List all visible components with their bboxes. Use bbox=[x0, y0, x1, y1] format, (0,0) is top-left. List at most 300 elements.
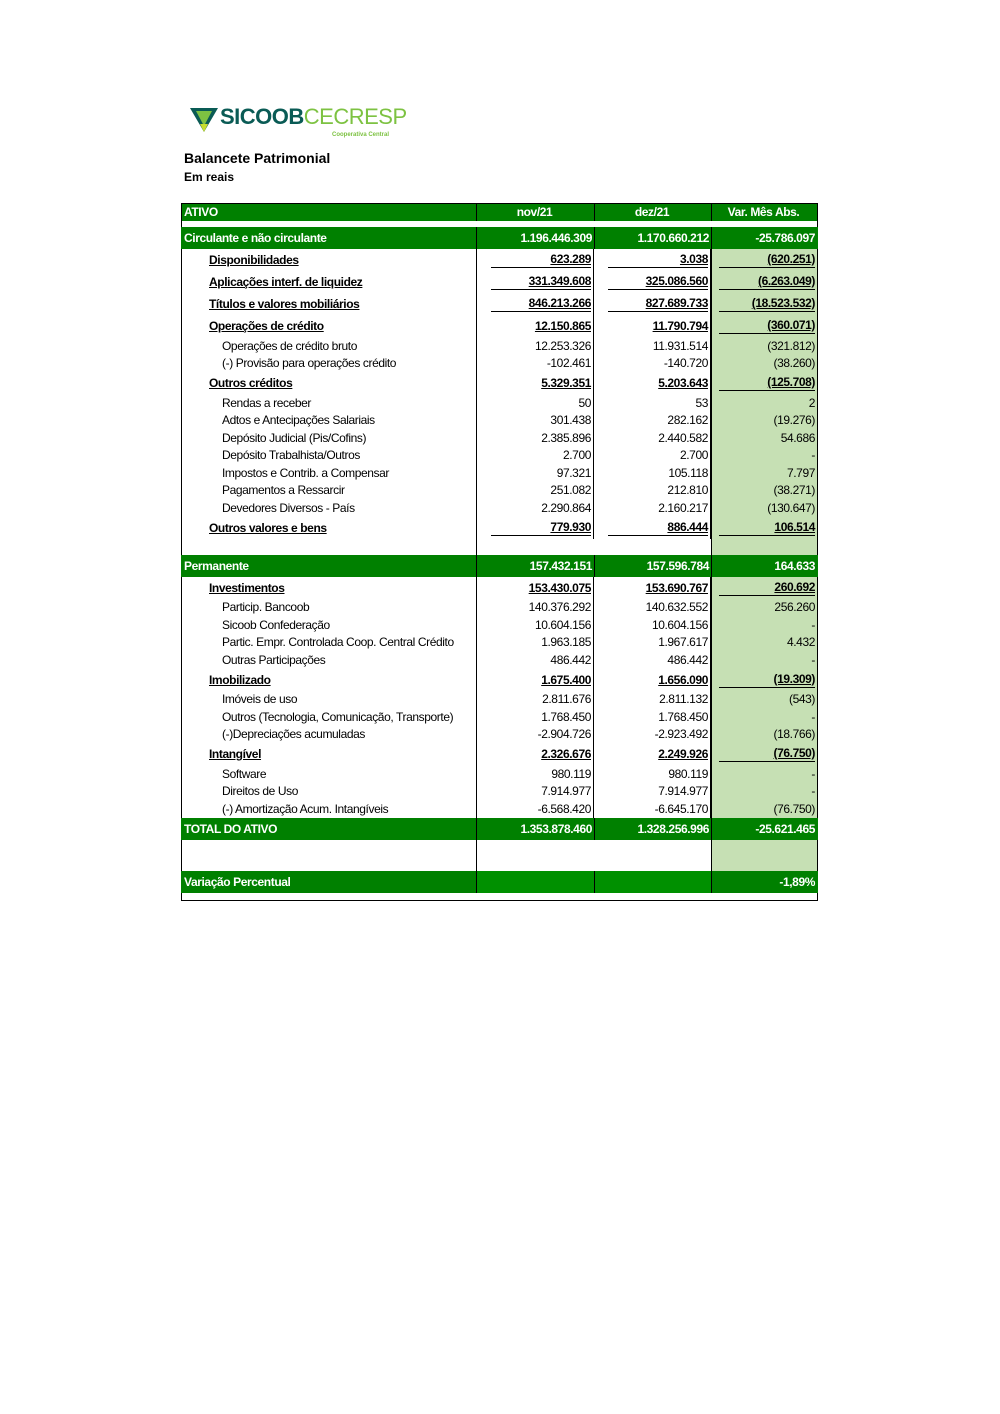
row-label bbox=[181, 555, 476, 577]
nov-value-text: 2.326.676 bbox=[541, 747, 591, 761]
item-row bbox=[181, 708, 818, 726]
nov-value-text: 153.430.075 bbox=[528, 580, 591, 595]
var-value bbox=[711, 616, 818, 634]
dez-value-text: 886.444 bbox=[608, 520, 708, 536]
dez-value bbox=[594, 634, 711, 652]
var-value-text: 7.797 bbox=[786, 465, 815, 480]
nov-value-text: 12.253.326 bbox=[534, 338, 591, 353]
row-label-text: Imóveis de uso bbox=[222, 692, 298, 707]
var-value bbox=[711, 765, 818, 783]
row-label-text: Permanente bbox=[184, 558, 249, 573]
nov-value-text: -6.568.420 bbox=[537, 801, 591, 816]
dez-value-text: 282.162 bbox=[667, 413, 708, 428]
var-value-text: (18.523.532) bbox=[719, 296, 815, 312]
row-label-text: Outros (Tecnologia, Comunicação, Transporte) bbox=[222, 709, 454, 724]
var-value bbox=[711, 464, 818, 482]
balance-table bbox=[181, 203, 818, 901]
nov-value bbox=[476, 871, 594, 893]
item-row bbox=[181, 616, 818, 634]
dez-value-text: -2.923.492 bbox=[654, 727, 708, 742]
nov-value-text: 846.213.266 bbox=[491, 296, 591, 312]
nov-value bbox=[476, 669, 594, 691]
var-value-text: - bbox=[811, 784, 815, 799]
nov-value-text: 1.353.878.460 bbox=[520, 821, 592, 836]
var-value-text: (360.071) bbox=[719, 318, 815, 334]
var-value-text: 4.432 bbox=[786, 635, 815, 650]
group-row bbox=[181, 249, 818, 271]
row-label bbox=[181, 372, 476, 394]
dez-value-text: 486.442 bbox=[667, 652, 708, 667]
nov-value-text: 1.963.185 bbox=[541, 635, 591, 650]
row-label bbox=[181, 743, 476, 765]
sicoob-logo bbox=[190, 106, 420, 142]
dez-value bbox=[594, 271, 711, 293]
var-value bbox=[711, 315, 818, 337]
row-label-text: Intangível bbox=[209, 747, 262, 761]
dez-value-text: 153.690.767 bbox=[645, 580, 708, 595]
var-value bbox=[711, 249, 818, 271]
var-value-text: (38.271) bbox=[773, 483, 815, 498]
nov-value bbox=[476, 743, 594, 765]
row-label-text: Circulante e não circulante bbox=[184, 231, 327, 245]
var-value-text: (130.647) bbox=[767, 500, 815, 515]
var-value bbox=[711, 555, 818, 577]
column-divider bbox=[711, 840, 712, 871]
var-value-text: (38.260) bbox=[773, 356, 815, 371]
row-label bbox=[181, 691, 476, 709]
dez-value bbox=[594, 412, 711, 430]
var-value bbox=[711, 599, 818, 617]
row-label bbox=[181, 669, 476, 691]
var-value bbox=[711, 669, 818, 691]
dez-value-text: 2.811.132 bbox=[659, 692, 708, 707]
row-label bbox=[181, 800, 476, 818]
dez-value bbox=[594, 315, 711, 337]
item-row bbox=[181, 447, 818, 465]
item-row bbox=[181, 499, 818, 517]
nov-value bbox=[476, 355, 594, 373]
var-value-text: 260.692 bbox=[719, 580, 815, 596]
var-value bbox=[711, 499, 818, 517]
item-row bbox=[181, 765, 818, 783]
var-value bbox=[711, 634, 818, 652]
group-row bbox=[181, 669, 818, 691]
nov-value bbox=[476, 616, 594, 634]
nov-value bbox=[476, 482, 594, 500]
dez-value bbox=[594, 651, 711, 669]
var-value-text: - bbox=[811, 652, 815, 667]
dez-value-text: 1.170.660.212 bbox=[637, 231, 709, 245]
row-label bbox=[181, 577, 476, 599]
dez-value-text: 10.604.156 bbox=[651, 617, 708, 632]
nov-value bbox=[476, 517, 594, 539]
row-label bbox=[181, 355, 476, 373]
nov-value bbox=[476, 818, 594, 840]
row-label bbox=[181, 337, 476, 355]
row-label bbox=[181, 783, 476, 801]
var-value-text: -25.621.465 bbox=[755, 821, 815, 836]
row-label-text: Operações de crédito bruto bbox=[222, 338, 358, 353]
dez-value bbox=[594, 599, 711, 617]
item-row bbox=[181, 355, 818, 373]
item-row bbox=[181, 726, 818, 744]
row-label-text: Devedores Diversos - País bbox=[222, 500, 355, 515]
row-label bbox=[181, 429, 476, 447]
dez-value-text: 2.700 bbox=[679, 448, 708, 463]
row-label-text: Particip. Bancoob bbox=[222, 600, 310, 615]
dez-value bbox=[594, 249, 711, 271]
nov-value bbox=[476, 271, 594, 293]
var-value bbox=[711, 355, 818, 373]
row-label bbox=[181, 517, 476, 539]
nov-value bbox=[476, 293, 594, 315]
dez-value bbox=[594, 293, 711, 315]
dez-value bbox=[594, 691, 711, 709]
row-label bbox=[181, 464, 476, 482]
dez-value bbox=[594, 616, 711, 634]
row-label bbox=[181, 447, 476, 465]
row-label-text: Operações de crédito bbox=[209, 319, 324, 333]
item-row bbox=[181, 651, 818, 669]
dez-value bbox=[594, 708, 711, 726]
nov-value-text: 980.119 bbox=[551, 766, 591, 781]
item-row bbox=[181, 599, 818, 617]
var-value-text: - bbox=[811, 766, 815, 781]
row-label-text: Direitos de Uso bbox=[222, 784, 299, 799]
section-row bbox=[181, 227, 818, 249]
dez-value-text: 827.689.733 bbox=[608, 296, 708, 312]
var-value-text: (321.812) bbox=[767, 338, 815, 353]
nov-value bbox=[476, 599, 594, 617]
column-divider bbox=[476, 577, 477, 818]
nov-value-text: 251.082 bbox=[550, 483, 591, 498]
row-label bbox=[181, 765, 476, 783]
column-divider bbox=[711, 577, 712, 818]
dez-value bbox=[594, 577, 711, 599]
dez-value-text: 212.810 bbox=[667, 483, 708, 498]
dez-value-text: 2.160.217 bbox=[658, 500, 708, 515]
nov-value-text: 2.385.896 bbox=[541, 430, 591, 445]
var-value bbox=[711, 293, 818, 315]
dez-value-text: 2.440.582 bbox=[658, 430, 708, 445]
row-label-text: Outros créditos bbox=[209, 376, 293, 390]
nov-value bbox=[476, 634, 594, 652]
dez-value-text: 3.038 bbox=[608, 252, 708, 268]
nov-value bbox=[476, 394, 594, 412]
row-label-text: Imobilizado bbox=[209, 672, 271, 687]
var-value-text: (76.750) bbox=[773, 801, 815, 816]
logo-subtitle: Cooperativa Central bbox=[332, 132, 390, 138]
nov-value bbox=[476, 783, 594, 801]
column-divider bbox=[711, 249, 712, 555]
nov-value bbox=[476, 691, 594, 709]
row-label-text: Adtos e Antecipações Salariais bbox=[222, 413, 375, 428]
nov-value bbox=[476, 315, 594, 337]
row-label-text: Outras Participações bbox=[222, 652, 326, 667]
row-label bbox=[181, 482, 476, 500]
dez-value bbox=[594, 800, 711, 818]
var-value bbox=[711, 337, 818, 355]
group-row bbox=[181, 315, 818, 337]
var-value bbox=[711, 783, 818, 801]
group-row bbox=[181, 372, 818, 394]
nov-value bbox=[476, 227, 594, 249]
nov-value-text: 331.349.608 bbox=[491, 274, 591, 290]
dez-value-text: 2.249.926 bbox=[658, 747, 708, 761]
row-label bbox=[181, 412, 476, 430]
nov-value bbox=[476, 708, 594, 726]
dez-value bbox=[594, 783, 711, 801]
var-value-text: (543) bbox=[788, 692, 815, 707]
row-label bbox=[181, 249, 476, 271]
var-value-text: (19.276) bbox=[773, 413, 815, 428]
dez-value bbox=[594, 765, 711, 783]
nov-value bbox=[476, 412, 594, 430]
row-label bbox=[181, 651, 476, 669]
dez-value-text: 325.086.560 bbox=[608, 274, 708, 290]
dez-value bbox=[594, 818, 711, 840]
var-value bbox=[711, 577, 818, 599]
var-value-text: 256.260 bbox=[774, 600, 815, 615]
row-label-text: Software bbox=[222, 766, 267, 781]
var-value bbox=[711, 227, 818, 249]
row-label bbox=[181, 227, 476, 249]
dez-value-text: 11.931.514 bbox=[652, 338, 708, 353]
group-row bbox=[181, 743, 818, 765]
var-value bbox=[711, 871, 818, 893]
dez-value bbox=[594, 227, 711, 249]
dez-value-text: -140.720 bbox=[663, 356, 708, 371]
row-label-text: Variação Percentual bbox=[184, 874, 291, 889]
var-value-text: -25.786.097 bbox=[755, 231, 815, 245]
var-value bbox=[711, 651, 818, 669]
var-value bbox=[711, 447, 818, 465]
var-value-text: (6.263.049) bbox=[719, 274, 815, 290]
nov-value-text: 779.930 bbox=[491, 520, 591, 536]
var-value-text: 106.514 bbox=[719, 520, 815, 536]
dez-value bbox=[594, 447, 711, 465]
dez-value bbox=[594, 499, 711, 517]
header-dez: dez/21 bbox=[594, 203, 711, 221]
dez-value bbox=[594, 517, 711, 539]
nov-value-text: 1.768.450 bbox=[541, 709, 591, 724]
var-value bbox=[711, 800, 818, 818]
var-value bbox=[711, 818, 818, 840]
dez-value bbox=[594, 669, 711, 691]
var-value-text: (620.251) bbox=[719, 252, 815, 268]
item-row bbox=[181, 464, 818, 482]
nov-value-text: 1.675.400 bbox=[541, 672, 591, 687]
dez-value-text: 1.768.450 bbox=[658, 709, 708, 724]
nov-value-text: 157.432.151 bbox=[529, 558, 592, 573]
row-label-text: Aplicações interf. de liquidez bbox=[209, 275, 363, 289]
row-label bbox=[181, 871, 476, 893]
row-label bbox=[181, 634, 476, 652]
dez-value bbox=[594, 482, 711, 500]
var-value bbox=[711, 429, 818, 447]
nov-value bbox=[476, 337, 594, 355]
var-value bbox=[711, 372, 818, 394]
row-label-text: Sicoob Confederação bbox=[222, 617, 330, 632]
row-label-text: Rendas a receber bbox=[222, 395, 311, 410]
dez-value bbox=[594, 726, 711, 744]
nov-value bbox=[476, 372, 594, 394]
nov-value bbox=[476, 429, 594, 447]
row-label-text: Títulos e valores mobiliários bbox=[209, 297, 360, 311]
row-label-text: TOTAL DO ATIVO bbox=[184, 821, 278, 836]
item-row bbox=[181, 783, 818, 801]
row-label-text: Disponibilidades bbox=[209, 253, 299, 267]
dez-value bbox=[594, 372, 711, 394]
nov-value-text: -102.461 bbox=[546, 356, 591, 371]
dez-value bbox=[594, 429, 711, 447]
nov-value bbox=[476, 249, 594, 271]
page-subtitle: Em reais bbox=[184, 170, 235, 184]
var-value bbox=[711, 394, 818, 412]
dez-value bbox=[594, 555, 711, 577]
dez-value-text: -6.645.170 bbox=[654, 801, 708, 816]
var-value-text: 2 bbox=[808, 395, 815, 410]
dez-value bbox=[594, 355, 711, 373]
row-label bbox=[181, 271, 476, 293]
item-row bbox=[181, 634, 818, 652]
dez-value-text: 980.119 bbox=[668, 766, 708, 781]
dez-value-text: 7.914.977 bbox=[658, 784, 708, 799]
nov-value bbox=[476, 499, 594, 517]
row-label bbox=[181, 293, 476, 315]
item-row bbox=[181, 412, 818, 430]
logo-brand-a: SICOOB bbox=[220, 104, 304, 129]
var-value bbox=[711, 708, 818, 726]
nov-value bbox=[476, 447, 594, 465]
var-value-text: (19.309) bbox=[719, 672, 815, 688]
row-label bbox=[181, 315, 476, 337]
nov-value bbox=[476, 464, 594, 482]
var-value bbox=[711, 482, 818, 500]
dez-value-text: 1.328.256.996 bbox=[637, 821, 709, 836]
nov-value-text: -2.904.726 bbox=[537, 727, 591, 742]
header-var: Var. Mês Abs. bbox=[711, 203, 818, 221]
group-row bbox=[181, 293, 818, 315]
item-row bbox=[181, 337, 818, 355]
row-label-text: Depósito Judicial (Pis/Cofins) bbox=[222, 430, 367, 445]
row-label-text: Investimentos bbox=[209, 580, 285, 595]
nov-value bbox=[476, 555, 594, 577]
var-value bbox=[711, 517, 818, 539]
item-row bbox=[181, 429, 818, 447]
var-value-text: (18.766) bbox=[773, 727, 815, 742]
dez-value-text: 157.596.784 bbox=[646, 558, 709, 573]
var-value-text: (76.750) bbox=[719, 746, 815, 762]
var-value bbox=[711, 743, 818, 765]
dez-value bbox=[594, 871, 711, 893]
nov-value-text: 97.321 bbox=[556, 465, 591, 480]
row-label bbox=[181, 726, 476, 744]
dez-value-text: 140.632.552 bbox=[645, 600, 708, 615]
nov-value-text: 2.290.864 bbox=[541, 500, 591, 515]
logo-brand-b: CECRESP bbox=[303, 104, 407, 129]
var-value-text: -1,89% bbox=[779, 874, 815, 889]
nov-value bbox=[476, 800, 594, 818]
nov-value bbox=[476, 765, 594, 783]
section-row bbox=[181, 818, 818, 840]
row-label-text: Partic. Empr. Controlada Coop. Central Crédito bbox=[222, 635, 454, 650]
dez-value-text: 5.203.643 bbox=[658, 376, 708, 390]
column-divider bbox=[476, 249, 477, 555]
var-value bbox=[711, 691, 818, 709]
item-row bbox=[181, 482, 818, 500]
row-label-text: (-)Depreciações acumuladas bbox=[222, 727, 365, 742]
row-label bbox=[181, 499, 476, 517]
var-value-text: 54.686 bbox=[780, 430, 815, 445]
var-value-text: (125.708) bbox=[719, 375, 815, 391]
row-label bbox=[181, 818, 476, 840]
nov-value-text: 1.196.446.309 bbox=[520, 231, 592, 245]
nov-value-text: 486.442 bbox=[550, 652, 591, 667]
column-divider bbox=[476, 840, 477, 871]
dez-value bbox=[594, 337, 711, 355]
group-row bbox=[181, 577, 818, 599]
nov-value-text: 12.150.865 bbox=[534, 319, 591, 333]
item-row bbox=[181, 394, 818, 412]
row-label-text: Pagamentos a Ressarcir bbox=[222, 483, 345, 498]
section-row bbox=[181, 555, 818, 577]
var-value-text: 164.633 bbox=[774, 558, 815, 573]
dez-value-text: 53 bbox=[695, 395, 708, 410]
nov-value-text: 7.914.977 bbox=[541, 784, 591, 799]
nov-value-text: 140.376.292 bbox=[528, 600, 591, 615]
row-label-text: Depósito Trabalhista/Outros bbox=[222, 448, 360, 463]
nov-value-text: 301.438 bbox=[550, 413, 591, 428]
dez-value-text: 1.656.090 bbox=[658, 672, 708, 687]
header-nov: nov/21 bbox=[476, 203, 594, 221]
row-label-text: Impostos e Contrib. a Compensar bbox=[222, 465, 390, 480]
nov-value-text: 2.700 bbox=[562, 448, 591, 463]
nov-value bbox=[476, 726, 594, 744]
nov-value-text: 5.329.351 bbox=[541, 376, 591, 390]
group-row bbox=[181, 517, 818, 539]
page-title: Balancete Patrimonial bbox=[184, 150, 331, 166]
item-row bbox=[181, 800, 818, 818]
dez-value bbox=[594, 394, 711, 412]
dez-value-text: 1.967.617 bbox=[658, 635, 708, 650]
row-label-text: (-) Provisão para operações crédito bbox=[222, 356, 397, 371]
nov-value bbox=[476, 651, 594, 669]
dez-value-text: 11.790.794 bbox=[652, 319, 708, 333]
var-value bbox=[711, 726, 818, 744]
row-label bbox=[181, 394, 476, 412]
dez-value-text: 105.118 bbox=[668, 465, 708, 480]
dez-value bbox=[594, 743, 711, 765]
row-label-text: (-) Amortização Acum. Intangíveis bbox=[222, 801, 389, 816]
var-value-text: - bbox=[811, 448, 815, 463]
row-label bbox=[181, 708, 476, 726]
nov-value-text: 2.811.676 bbox=[542, 692, 591, 707]
row-label-text: Outros valores e bens bbox=[209, 520, 327, 535]
var-value-text: - bbox=[811, 709, 815, 724]
var-value-text: - bbox=[811, 617, 815, 632]
section-row bbox=[181, 871, 818, 893]
nov-value-text: 50 bbox=[578, 395, 591, 410]
group-row bbox=[181, 271, 818, 293]
header-ativo: ATIVO bbox=[184, 205, 218, 219]
var-value bbox=[711, 412, 818, 430]
var-value bbox=[711, 271, 818, 293]
logo-mark-icon bbox=[190, 108, 218, 134]
item-row bbox=[181, 691, 818, 709]
nov-value-text: 623.289 bbox=[491, 252, 591, 268]
row-label bbox=[181, 616, 476, 634]
